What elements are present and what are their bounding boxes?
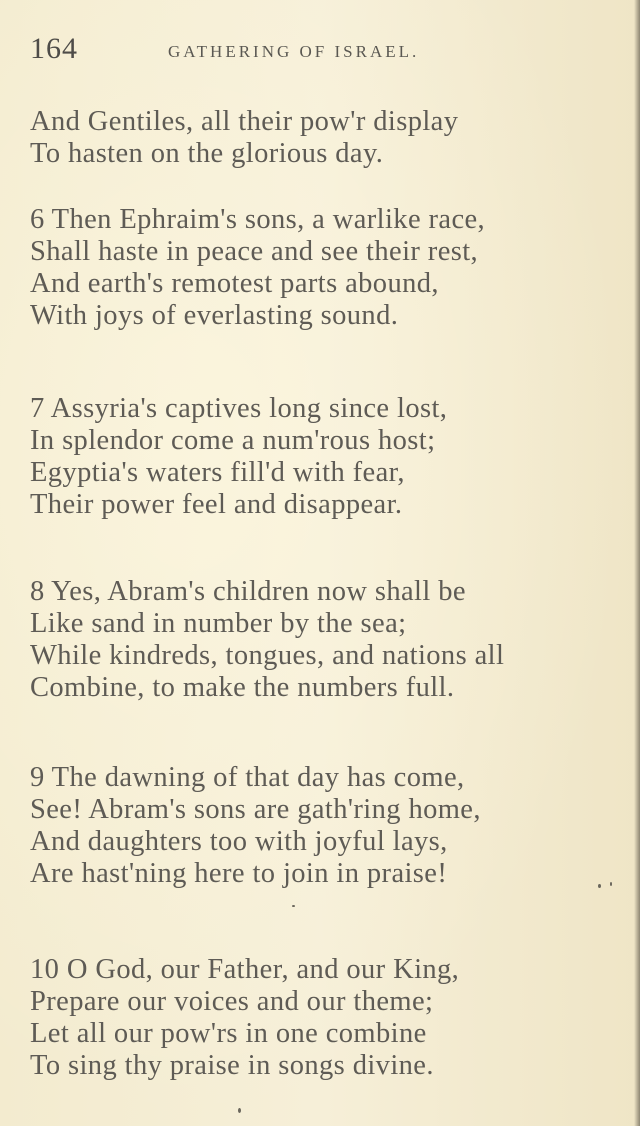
verse-line: 6 Then Ephraim's sons, a warlike race,: [30, 204, 486, 235]
verse-line: Let all our pow'rs in one combine: [30, 1018, 427, 1049]
ink-speck: [610, 882, 612, 886]
stanza-6: [30, 204, 630, 332]
verse-line: To sing thy praise in songs divine.: [30, 1050, 434, 1081]
verse-line: Shall haste in peace and see their rest,: [30, 236, 479, 267]
ink-speck: [292, 905, 295, 907]
page-number: 164: [30, 32, 78, 65]
verse-line: In splendor come a num'rous host;: [30, 425, 436, 456]
verse-line: Are hast'ning here to join in praise!: [30, 858, 448, 889]
verse-line: To hasten on the glorious day.: [30, 138, 384, 169]
stanza-8: [30, 576, 630, 704]
verse-line: 8 Yes, Abram's children now shall be: [30, 576, 466, 607]
verse-line: And Gentiles, all their pow'r display: [30, 106, 459, 137]
stanza-continuation: [30, 106, 630, 170]
stanza-9: [30, 762, 630, 890]
verse-line: Their power feel and disappear.: [30, 489, 403, 520]
verse-line: While kindreds, tongues, and nations all: [30, 640, 505, 671]
ink-speck: [238, 1108, 241, 1113]
verse-line: Prepare our voices and our theme;: [30, 986, 434, 1017]
verse-line: And daughters too with joyful lays,: [30, 826, 448, 857]
verse-line: Like sand in number by the sea;: [30, 608, 407, 639]
verse-line: Combine, to make the numbers full.: [30, 672, 455, 703]
running-head: GATHERING OF ISRAEL.: [168, 42, 420, 61]
ink-speck: [598, 884, 601, 888]
verse-line: See! Abram's sons are gath'ring home,: [30, 794, 481, 825]
verse-line: And earth's remotest parts abound,: [30, 268, 439, 299]
verse-line: 10 O God, our Father, and our King,: [30, 954, 460, 985]
stanza-10: [30, 954, 630, 1082]
page-header: [30, 32, 610, 72]
verse-line: Egyptia's waters fill'd with fear,: [30, 457, 405, 488]
verse-line: With joys of everlasting sound.: [30, 300, 399, 331]
page-edge-shadow: [634, 0, 640, 1126]
verse-line: 7 Assyria's captives long since lost,: [30, 393, 448, 424]
stanza-7: [30, 393, 630, 521]
verse-line: 9 The dawning of that day has come,: [30, 762, 465, 793]
